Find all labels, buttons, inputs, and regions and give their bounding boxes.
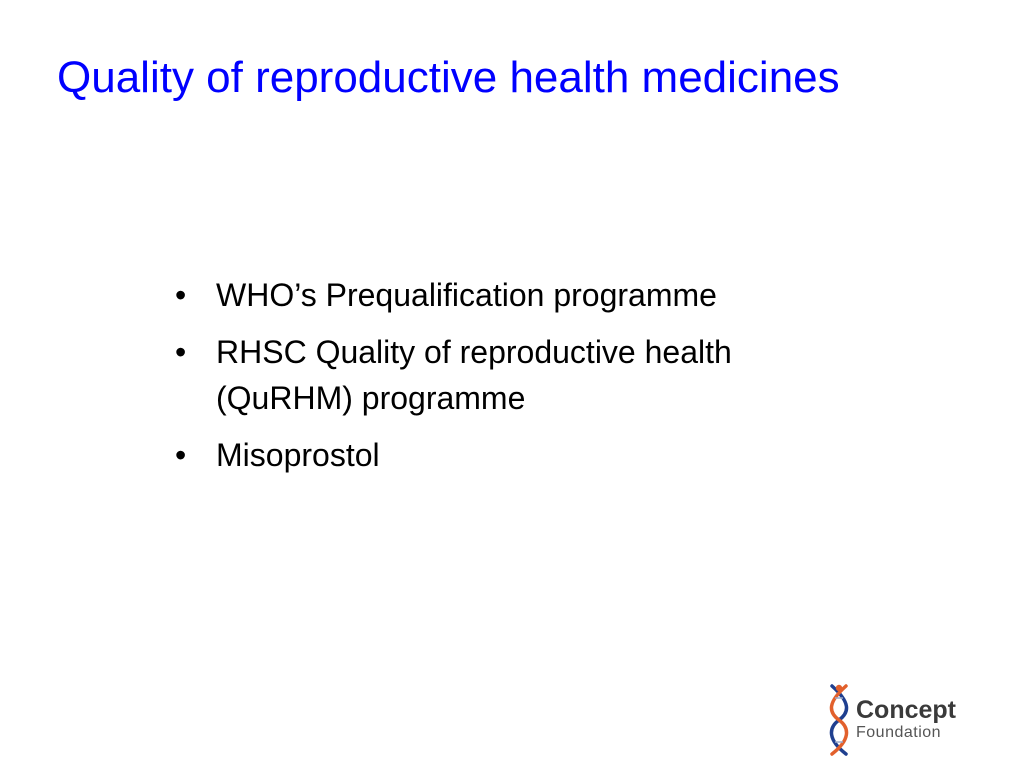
list-item [172,329,872,421]
logo-name: Concept [856,696,956,724]
logo-subtitle: Foundation [856,724,942,741]
bullet-marker: • [175,277,187,313]
slide-title: Quality of reproductive health medicines [57,53,840,102]
bullet-list [172,272,872,489]
bullet-text: WHO’s Prequalification programme [216,277,717,313]
concept-foundation-logo [824,684,964,756]
bullet-marker: • [175,437,187,473]
list-item [172,272,872,318]
list-item [172,432,872,478]
bullet-text: RHSC Quality of reproductive health (QuRHM) programme [216,334,732,416]
dna-helix-icon [824,684,854,756]
bullet-marker: • [175,334,187,370]
bullet-text: Misoprostol [216,437,380,473]
